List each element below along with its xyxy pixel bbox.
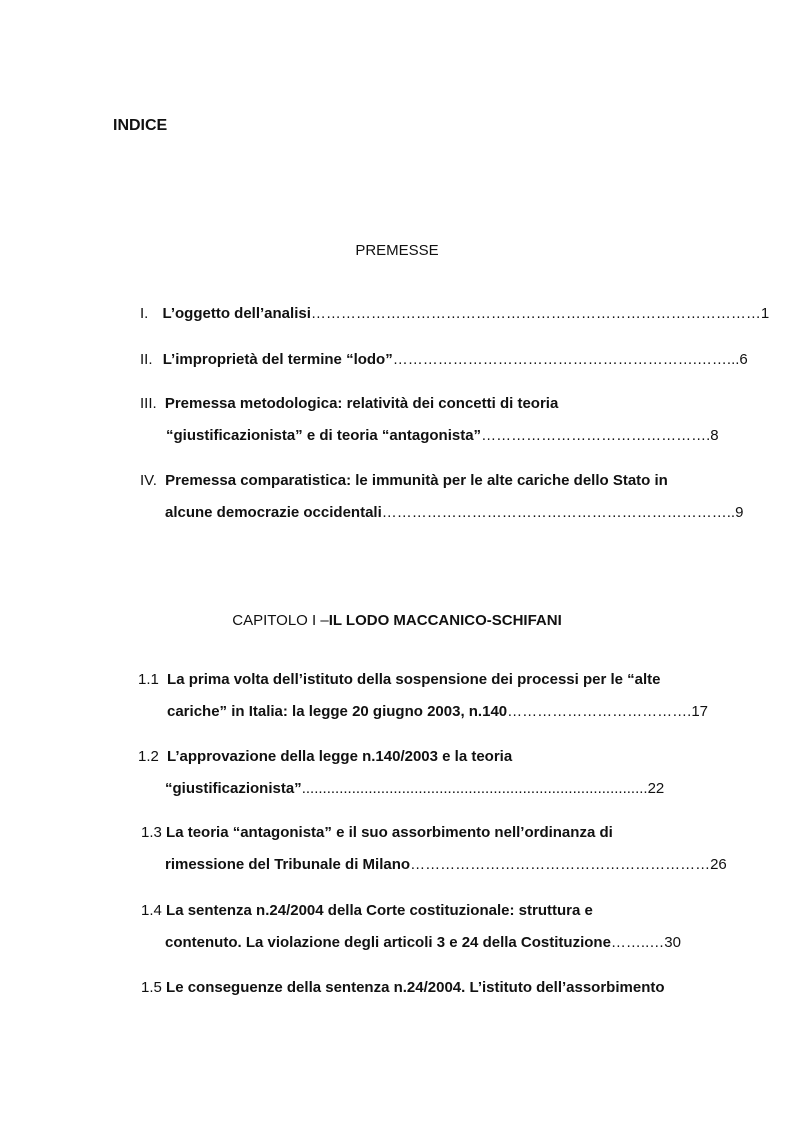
- toc-entry-line1: [141, 902, 593, 919]
- entry-title-line1: La sentenza n.24/2004 della Corte costituzionale: struttura e: [166, 902, 593, 919]
- page-number: 26: [710, 856, 727, 873]
- entry-number: 1.4: [141, 902, 162, 919]
- entry-title: “giustificazionista”: [165, 780, 302, 797]
- entry-number: III.: [140, 395, 157, 412]
- entry-title-line1: Le conseguenze della sentenza n.24/2004. L’istituto dell’assorbimento: [166, 979, 665, 996]
- dot-leader: ...................................................................................: [301, 780, 648, 797]
- entry-title-line1: L’approvazione della legge n.140/2003 e la teoria: [167, 748, 513, 765]
- toc-entry-line1: [138, 748, 512, 765]
- entry-title-line1: Premessa metodologica: relatività dei concetti di teoria: [164, 395, 559, 412]
- toc-entry-line1[interactable]: [141, 979, 665, 996]
- dot-leader: ……………………………………….: [481, 427, 711, 444]
- toc-entry-line1: [140, 472, 668, 489]
- entry-title: L’oggetto dell’analisi: [162, 305, 311, 322]
- section-title-premesse: PREMESSE: [355, 242, 439, 259]
- chapter-prefix: CAPITOLO I –: [232, 612, 329, 629]
- entry-title: contenuto. La violazione degli articoli 3 e 24 della Costituzione: [165, 934, 611, 951]
- page-number: 1: [760, 305, 770, 322]
- page-number: 30: [664, 934, 681, 951]
- entry-number: II.: [140, 351, 153, 368]
- entry-title-line1: Premessa comparatistica: le immunità per le alte cariche dello Stato in: [165, 472, 668, 489]
- toc-entry-line1: [141, 824, 613, 841]
- entry-number: 1.5: [141, 979, 162, 996]
- toc-entry-line1: [140, 395, 558, 412]
- dot-leader: ………………………………………………………………………………: [310, 305, 761, 322]
- entry-title-line1: La prima volta dell’istituto della sospensione dei processi per le “alte: [167, 671, 661, 688]
- toc-entry[interactable]: [140, 351, 748, 368]
- page-number: 6: [739, 351, 748, 368]
- toc-entry[interactable]: [166, 427, 719, 444]
- entry-title: rimessione del Tribunale di Milano: [165, 856, 411, 873]
- entry-number: 1.2: [138, 748, 159, 765]
- page-number: 8: [710, 427, 719, 444]
- chapter-title: IL LODO MACCANICO-SCHIFANI: [328, 612, 562, 629]
- toc-entry[interactable]: [140, 305, 769, 322]
- entry-number: I.: [140, 305, 149, 322]
- entry-title: “giustificazionista” e di teoria “antagonista”: [166, 427, 482, 444]
- toc-entry-line1: [138, 671, 661, 688]
- entry-number: 1.3: [141, 824, 162, 841]
- entry-title-line1: La teoria “antagonista” e il suo assorbimento nell’ordinanza di: [166, 824, 613, 841]
- entry-title: cariche” in Italia: la legge 20 giugno 2003, n.140: [167, 703, 508, 720]
- section-title-capitolo-1: [0, 612, 794, 629]
- entry-title: alcune democrazie occidentali: [165, 504, 382, 521]
- toc-entry[interactable]: [167, 703, 708, 720]
- page-number: 9: [735, 504, 744, 521]
- entry-number: IV.: [140, 472, 157, 489]
- toc-entry[interactable]: [165, 934, 681, 951]
- entry-number: 1.1: [138, 671, 159, 688]
- page-number: 22: [647, 780, 665, 797]
- page-number: 17: [691, 703, 708, 720]
- dot-leader: ……………………………………………………: [410, 856, 711, 873]
- toc-entry[interactable]: [165, 780, 664, 797]
- dot-leader: ……..…: [610, 934, 665, 951]
- dot-leader: ……………………………………………………………..: [381, 504, 736, 521]
- toc-entry[interactable]: [165, 856, 727, 873]
- page-title: INDICE: [113, 117, 168, 134]
- dot-leader: ……………………………….: [507, 703, 692, 720]
- entry-title: L’improprietà del termine “lodo”: [162, 351, 393, 368]
- toc-entry[interactable]: [165, 504, 743, 521]
- dot-leader: …………………………………………………….……...: [392, 351, 740, 368]
